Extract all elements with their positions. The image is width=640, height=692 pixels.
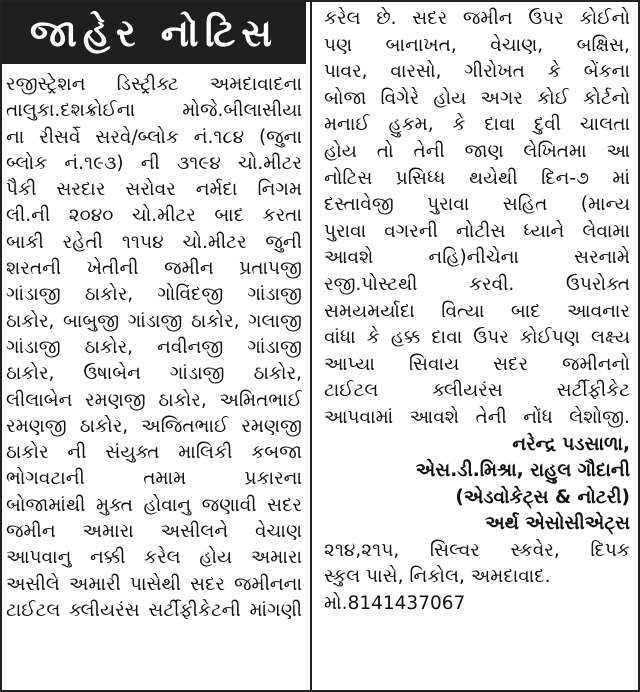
body-line: આપવામાં આવશે તેની નોંધ લેશોજી. — [324, 406, 630, 428]
body-line: ગાંડાજી ઠાકોર, ગોવિંદજી ગાંડાજી — [6, 284, 302, 306]
signatory-names: એસ.ડી.મિશ્રા, રાહુલ ગૌદાની — [415, 460, 630, 482]
body-line: આપ્યા સિવાય સદર જમીનનો — [324, 353, 630, 375]
body-line: રજીસ્ટ્રેશન ડિસ્ટ્રીક્ટ અમદાવાદના — [6, 74, 302, 95]
body-line: શરતની ખેતીની જમીન પ્રતાપજી — [6, 258, 302, 280]
body-line: કરેલ છે. સદર જમીન ઉપર કોઈનો — [324, 8, 630, 29]
body-line: રજી.પોસ્ટથી કરવી. ઉપરોક્ત — [324, 273, 630, 295]
body-line: હોય તો તેની જાણ લેખિતમા આ — [324, 140, 630, 162]
body-line: પૈકી સરદાર સરોવર નર્મદા નિગમ — [6, 179, 302, 201]
body-line: લી.ની ૨૦૪૦ ચો.મીટર બાદ કરતા — [6, 205, 302, 227]
body-line: પુરાવા વગરની નોટીસ ધ્યાને લેવામા — [324, 220, 630, 242]
body-line: ઠાકોર, બાબુજી ગાંડાજી ઠાકોર, ગલાજી — [6, 310, 302, 332]
body-line: સમયમર્યાદા વિત્યા બાદ આવનાર — [324, 300, 630, 322]
body-line: ઠાકોર, ઉષાબેન ગાંડાજી ઠાકોર, — [6, 363, 302, 385]
mobile-number: મો.8141437067 — [324, 593, 466, 615]
body-line: ના રીસર્વે સરવે/બ્લોક નં.૧૮૪ (જુના — [6, 126, 302, 148]
address-line: ૨૧૪,૨૧૫, સિલ્વર સ્કવેર, દિપક — [324, 539, 630, 561]
body-line: અસીલે અમારી પાસેથી સદર જમીનના — [6, 573, 302, 595]
body-line: લીલાબેન રમણજી ઠાકોર, અમિતભાઈ — [6, 389, 302, 411]
body-line: બોજામાંથી મુક્ત હોવાનુ જણાવી સદર — [6, 494, 302, 516]
body-line: ગાંડાજી ઠાકોર, નવીનજી ગાંડાજી — [6, 336, 302, 358]
left-body — [6, 72, 302, 624]
body-line: બોજા વિગેરે હોય અગર કોઈ કોર્ટનો — [324, 87, 630, 109]
column-divider — [310, 0, 312, 692]
body-line: તાલુકા.દશક્રોઈના મોજે.બીલાસીયા — [6, 100, 302, 122]
firm-name: અર્થ એસોસીએટ્સ — [485, 513, 630, 535]
body-line: વાંધા કે હક્ક દાવા ઉપર કોઈપણ લક્ષ્ય — [324, 327, 630, 349]
body-line: બાકી રહેતી ૧૧૫૪ ચો.મીટર જુની — [6, 231, 302, 253]
body-line: ભોગવટાની તમામ પ્રકારના — [6, 468, 302, 490]
right-column — [318, 2, 636, 688]
body-line: ટાઈટલ ક્લીયરંસ સર્ટીફીકેટ — [324, 380, 630, 402]
body-line: આવશે નહિ)નીચેના સરનામે — [324, 247, 630, 269]
body-line: બ્લોક નં.૧૯૩) ની ૩૧૯૪ ચો.મીટર — [6, 152, 302, 174]
address-line: સ્કુલ પાસે, નિકોલ, અમદાવાદ. — [324, 566, 551, 588]
body-line: આપવાનુ નક્કી કરેલ હોય અમારા — [6, 547, 302, 569]
body-line: ટાઈટલ ક્લીયરંસ સર્ટીફીકેટની માંગણી — [6, 599, 302, 621]
body-line: રમણજી ઠાકોર, અજિતભાઈ રમણજી — [6, 415, 302, 437]
body-line: ઠાકોર ની સંયુક્ત માલિકી કબજા — [6, 442, 302, 464]
body-line: પાવર, વારસો, ગીરોખત કે બેંકના — [324, 61, 630, 83]
body-line: મનાઈ હુકમ, કે દાવા દુવી ચાલતા — [324, 114, 630, 136]
left-column — [2, 2, 306, 688]
signatory-name: નરેન્દ્ર પડસાળા, — [512, 433, 630, 455]
body-line: પણ બાનાખત, વેચાણ, બક્ષિસ, — [324, 34, 630, 56]
signatory-role: (એડવોકેટ્સ & નોટરી) — [455, 486, 630, 508]
body-line: નોટિસ પ્રસિધ્ધ થયેથી દિન-૭ માં — [324, 167, 630, 189]
notice-title: જાહેર નોટિસ — [2, 2, 306, 64]
right-body — [324, 6, 630, 618]
body-line: દસ્તાવેજી પુરાવા સહિત (માન્ય — [324, 194, 630, 216]
body-line: જમીન અમારા અસીલને વેચાણ — [6, 521, 302, 543]
